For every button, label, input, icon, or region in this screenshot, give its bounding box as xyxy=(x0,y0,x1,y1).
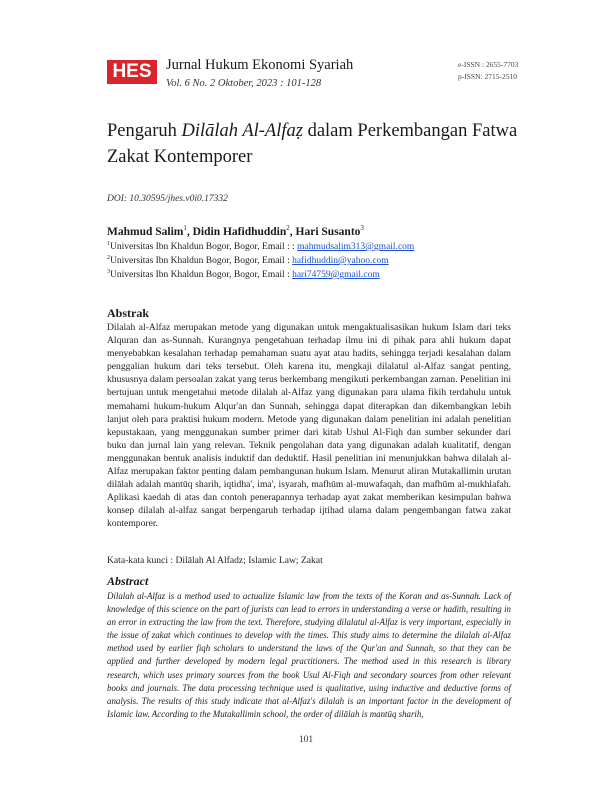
email-link[interactable]: mahmudsalim313@gmail.com xyxy=(297,242,415,253)
issn-block xyxy=(458,59,518,83)
author-2-sup: 2 xyxy=(286,224,290,232)
journal-volume: Vol. 6 No. 2 Oktober, 2023 : 101-128 xyxy=(166,78,322,89)
keywords: Kata-kata kunci : Dilālah Al Alfadz; Islamic Law; Zakat xyxy=(107,555,323,566)
title-italic: Dilālah Al-Alfaẓ xyxy=(181,121,303,141)
pissn: p-ISSN: 2715-2510 xyxy=(458,72,517,81)
journal-title: Jurnal Hukum Ekonomi Syariah xyxy=(166,57,354,73)
aff-sup: 2 xyxy=(107,255,110,261)
doi: DOI: 10.30595/jhes.v0i0.17332 xyxy=(107,194,228,204)
author-sep: , xyxy=(186,225,193,238)
author-1: Mahmud Salim xyxy=(107,225,184,238)
eissn: e-ISSN : 2655-7703 xyxy=(458,60,519,69)
author-list xyxy=(107,224,364,238)
title-part1: Pengaruh xyxy=(107,121,182,141)
author-3-sup: 3 xyxy=(360,224,364,232)
author-3: Hari Susanto xyxy=(295,225,361,238)
author-sep: , xyxy=(289,225,296,238)
affiliation-1 xyxy=(107,241,414,252)
aff-text: Universitas Ibn Khaldun Bogor, Bogor, Email : : xyxy=(110,242,298,253)
aff-sup: 3 xyxy=(107,269,110,275)
email-link[interactable]: hafidhuddin@yahoo.com xyxy=(292,256,389,267)
abstract-heading: Abstract xyxy=(107,574,149,588)
abstrak-heading: Abstrak xyxy=(107,306,150,320)
aff-text: Universitas Ibn Khaldun Bogor, Bogor, Email : xyxy=(110,256,293,267)
author-1-sup: 1 xyxy=(183,224,187,232)
article-title xyxy=(107,118,527,170)
affiliation-3 xyxy=(107,269,380,280)
page-number: 101 xyxy=(298,735,314,745)
abstract-body: Dilalah al-Alfaz is a method used to actualize Islamic law from the texts of the Koran and as-Sunnah. Lack of knowledge of this science on the part of jurists can lead to errors in understanding a verse or hadith, resulting in an error in extracting the law from the text. Therefore, studying dilalatul al-Alfaz is very important, especially in the issue of zakat which continues to develop with the times. This study aims to determine the dilalah al-Alfaz method used by earlier fiqh scholars to understand the laws of the Qur'an and Sunnah, so that they can be applied and further developed by modern legal practitioners. The method used in this research is library research, which uses primary sources from the book Usul Al-Fiqh and secondary sources from other relevant books and journals. The data processing technique used is qualitative, using inductive and deductive forms of analysis. The results of this study indicate that al-Alfaz's dilalah is an important factor in the development of Islamic law. According to the Mutakallimin school, the order of dilālah is mantūq sharih, xyxy=(107,591,511,719)
aff-sup: 1 xyxy=(107,241,110,247)
journal-logo: HES xyxy=(107,60,157,84)
email-link[interactable]: hari74759@gmail.com xyxy=(292,270,380,281)
title-part2: dalam Perkembangan Fatwa Zakat Kontemporer xyxy=(107,121,518,167)
abstrak-body: Dilalah al-Alfaz merupakan metode yang digunakan untuk mengaktualisasikan hukum Islam dari teks Alquran dan as-Sunnah. Kurangnya pengetahuan terhadap ilmu ini di pihak para ahli hukum dapat menyebabkan kesalahan terhadap pemahaman suatu ayat atau hadits, sehingga terjadi kesalahan dalam penggalian hukum dari teks tersebut. Oleh karena itu, mengkaji dilalatul al-Alfaz sangat penting, khususnya dalam persoalan zakat yang terus berkembang mengikuti perkembangan zaman. Penelitian ini bertujuan untuk mengetahui metode dilalah al-Alfaz yang digunakan para ulama fikih terdahulu untuk memahami hukum-hukum Alqur'an dan Sunnah, sehingga dapat diterapkan dan dikembangkan lebih lanjut oleh para praktisi hukum modern. Metode yang digunakan dalam penelitian ini adalah penelitian kepustakaan, yang menggunakan sumber primer dari kitab Ushul Al-Fiqh dan sumber sekunder dari buku dan jurnal lain yang relevan. Teknik pengolahan data yang digunakan adalah kualitatif, dengan menggunakan bentuk analisis induktif dan deduktif. Hasil penelitian ini menunjukkan bahwa dilalah al-Alfaz merupakan faktor penting dalam pembangunan hukum Islam. Menurut aliran Mutakallimin urutan dilālah adalah mantūq sharih, iqtidha', ima', isyarah, mafhūm al-muwafaqah, dan mafhūm al-mukhlafah. Aplikasi kaedah di atas dan contoh penerapannya terhadap ayat zakat memberikan kesimpulan bahwa konsep dilalah al-alfaz sangat berpengaruh terhadap ijtihad ulama dalam pengembangan fatwa zakat kontemporer. xyxy=(107,322,511,530)
aff-text: Universitas Ibn Khaldun Bogor, Bogor, Email : xyxy=(110,270,293,281)
affiliation-2 xyxy=(107,255,389,266)
author-2: Didin Hafidhuddin xyxy=(192,225,287,238)
